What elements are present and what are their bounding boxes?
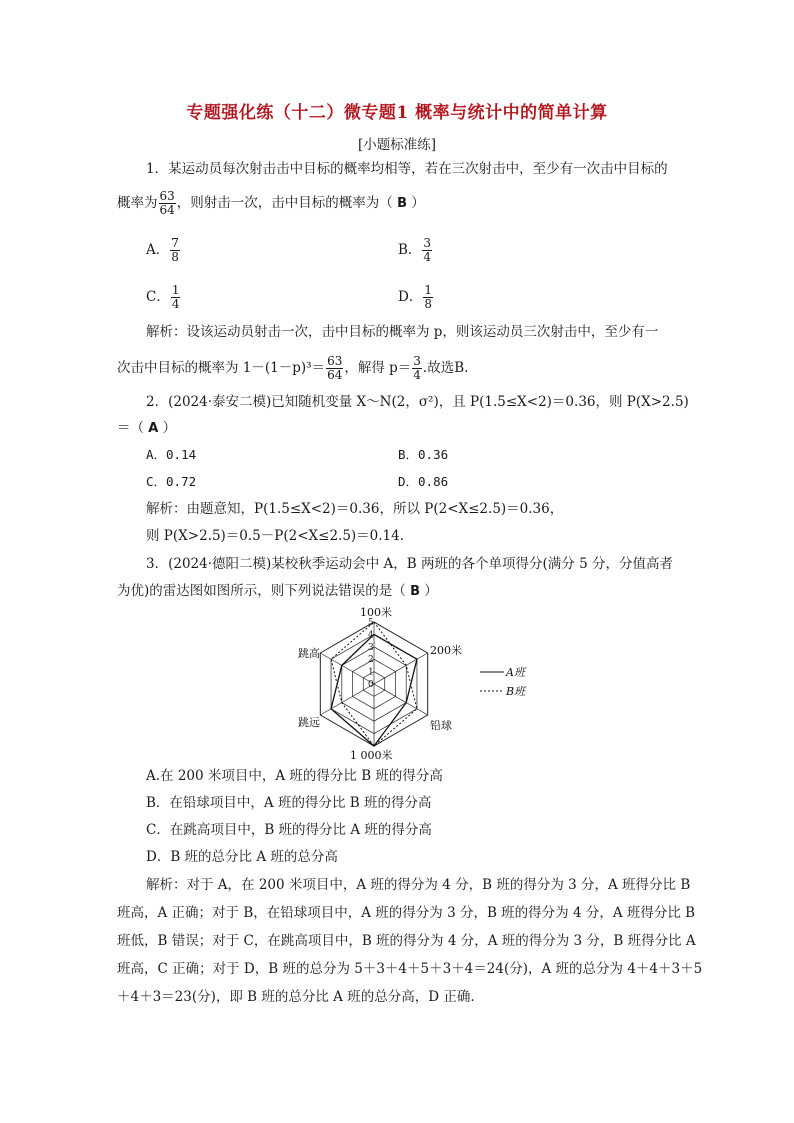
- q1-fraction: $\frac{63}{64}$: [159, 189, 175, 217]
- legend-label-0: A班: [506, 666, 525, 679]
- q3-solution-line2: 班高，A 正确；对于 B，在铅球项目中，A 班的得分为 3 分，B 班的得分为 4 分，A 班得分比 B: [117, 905, 696, 921]
- q3-option-b: B．在铅球项目中，A 班的得分比 B 班的得分高: [146, 795, 432, 811]
- radar-axis-label: 1 000米: [350, 749, 393, 760]
- radar-chart: [280, 600, 560, 760]
- q2-option-c: C．0.72: [146, 474, 197, 489]
- q1-stem-suffix: ，则射击一次，击中目标的概率为（: [176, 195, 393, 211]
- q1-stem-line1: 1．某运动员每次射击击中目标的概率均相等，若在三次射击中，至少有一次击中目标的: [146, 161, 668, 177]
- q2-answer: A: [148, 421, 159, 436]
- q2-solution-line2: 则 P(X>2.5)＝0.5－P(2<X≤2.5)＝0.14.: [146, 528, 405, 544]
- q1-option-b: B． $\frac{3}{4}$: [398, 236, 432, 264]
- q1-answer: B: [397, 196, 407, 211]
- section-subtitle: [小题标准练]: [357, 137, 437, 153]
- q2-option-d: D．0.86: [398, 474, 449, 489]
- q3-stem-line1: 3．(2024·德阳二模)某校秋季运动会中 A，B 两班的各个单项得分(满分 5 分，分值高者: [146, 556, 673, 572]
- q2-stem-line2: ＝（ A ）: [117, 420, 177, 436]
- q3-solution-line3: 班低，B 错误；对于 C，在跳高项目中，B 班的得分为 4 分，A 班的得分为 3 分，B 班得分比 A: [117, 933, 696, 949]
- q3-solution-line4: 班高，C 正确；对于 D，B 班的总分为 5＋3＋4＋5＋3＋4＝24(分)，A 班的总分为 4＋4＋3＋5: [117, 961, 703, 977]
- q1-option-c: C． $\frac{1}{4}$: [146, 283, 180, 311]
- radar-axis-label: 跳远: [298, 716, 320, 729]
- radar-axis-label: 铅球: [430, 719, 452, 732]
- q3-option-c: C．在跳高项目中，B 班的得分比 A 班的得分高: [146, 822, 432, 838]
- radar-ring-label: 0: [368, 680, 374, 690]
- q3-option-a: A.在 200 米项目中，A 班的得分比 B 班的得分高: [146, 768, 443, 784]
- radar-axis-5: [320, 653, 374, 684]
- radar-ring-label: 5: [368, 618, 374, 628]
- q1-option-d: D． $\frac{1}{8}$: [398, 283, 432, 311]
- radar-axis-label: 200米: [430, 644, 462, 657]
- radar-axis-label: 跳高: [298, 647, 320, 660]
- legend-label-1: B班: [506, 685, 526, 698]
- q3-stem-line2: 为优)的雷达图如图所示，则下列说法错误的是（ B ）: [117, 583, 438, 599]
- q2-stem-line1: 2．(2024·泰安二模)已知随机变量 X～N(2，σ²)，且 P(1.5≤X<2)＝0.36，则 P(X>2.5): [146, 394, 689, 410]
- q2-option-b: B．0.36: [398, 447, 449, 462]
- q1-solution-line1: 解析：设该运动员射击一次，击中目标的概率为 p，则该运动员三次射击中，至少有一: [146, 324, 659, 340]
- q3-solution-line5: ＋4＋3＝23(分)，即 B 班的总分比 A 班的总分高，D 正确.: [117, 989, 475, 1005]
- radar-ring-label: 3: [368, 642, 374, 653]
- q2-solution-line1: 解析：由题意知，P(1.5≤X<2)＝0.36，所以 P(2<X≤2.5)＝0.36，: [146, 501, 564, 517]
- q1-close-paren: ）: [411, 195, 425, 211]
- page-title: 专题强化练（十二）微专题1 概率与统计中的简单计算: [186, 103, 608, 123]
- radar-ring-label: 2: [368, 655, 374, 666]
- q2-option-a: A．0.14: [146, 447, 197, 462]
- radar-legend: [480, 666, 527, 698]
- radar-ring-label: 4: [368, 630, 374, 641]
- radar-labels: [298, 605, 462, 760]
- radar-ring-label: 1: [368, 667, 374, 678]
- q1-stem-prefix: 概率为: [117, 195, 158, 211]
- q1-stem-line2: [117, 190, 425, 217]
- q3-answer: B: [410, 584, 420, 599]
- q1-option-a: A． $\frac{7}{8}$: [146, 236, 179, 264]
- q3-option-d: D．B 班的总分比 A 班的总分高: [146, 849, 338, 865]
- radar-axis-label: 100米: [360, 606, 392, 619]
- q1-solution-line2: 次击中目标的概率为 1－(1－p)³＝ $\frac{63}{64}$ ，解得 p＝ $\frac{3}{4}$ .故选B.: [117, 354, 469, 382]
- q3-solution-line1: 解析：对于 A，在 200 米项目中，A 班的得分为 4 分，B 班的得分为 3 分，A 班得分比 B: [146, 877, 691, 893]
